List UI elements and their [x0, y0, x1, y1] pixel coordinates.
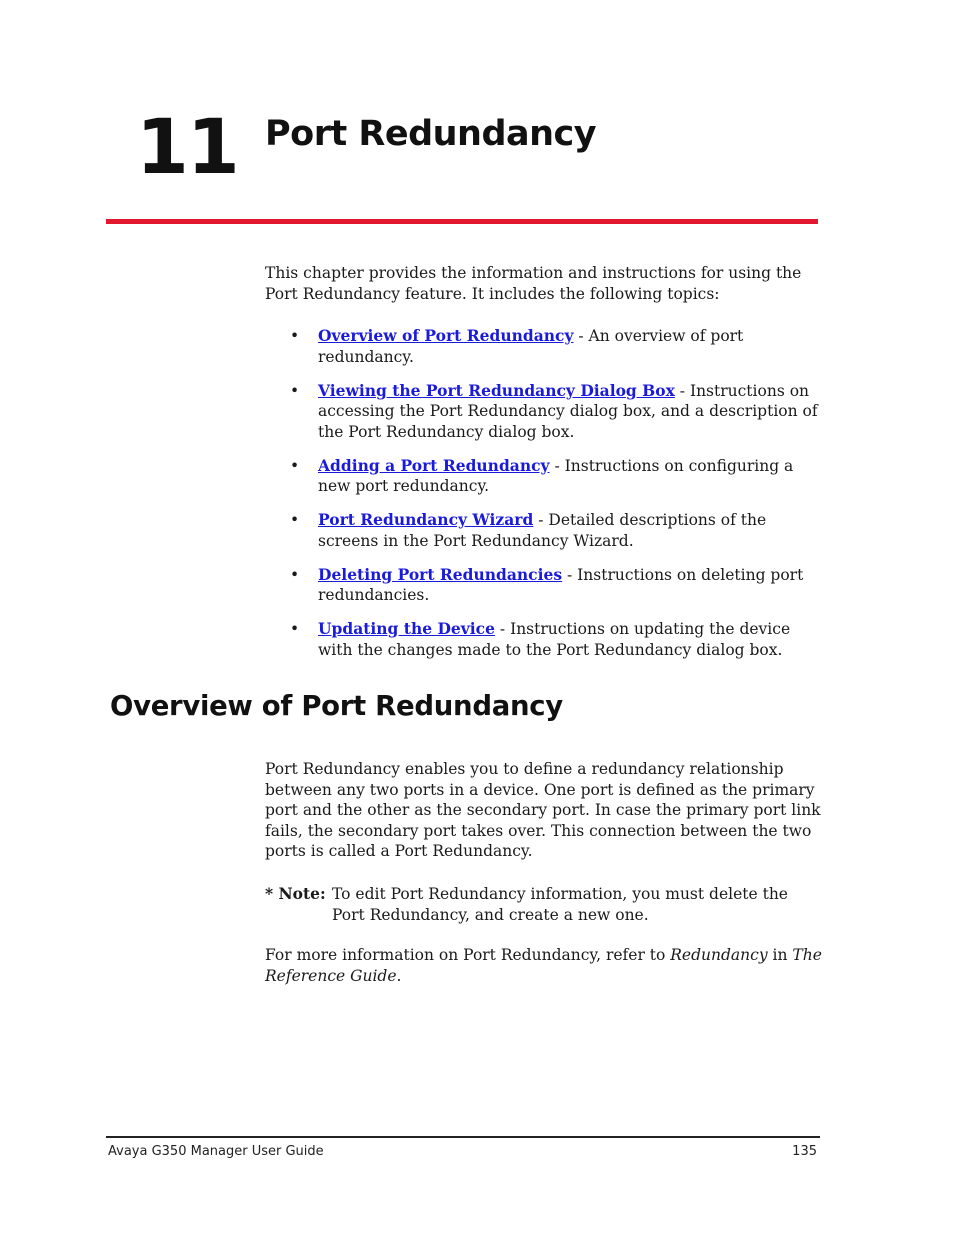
reference-paragraph [265, 945, 825, 986]
topic-description: - An overview of port redundancy. [318, 327, 744, 366]
footer-guide-title: Avaya G350 Manager User Guide [108, 1144, 324, 1159]
note-label: * Note: [265, 884, 326, 903]
topic-description: - Instructions on updating the device with the changes made to the Port Redundancy dialog box. [318, 620, 791, 659]
footer-divider [106, 1136, 820, 1138]
chapter-number: 11 [136, 102, 238, 191]
page-number: 135 [792, 1144, 817, 1159]
topic-description: - Instructions on accessing the Port Redundancy dialog box, and a description of the Port Redundancy dialog box. [318, 381, 818, 441]
bullet: • [290, 620, 300, 638]
reference-term: Redundancy [670, 946, 768, 964]
topic-description: - Detailed descriptions of the screens in the Port Redundancy Wizard. [318, 511, 767, 550]
reference-book: The Reference Guide [265, 946, 822, 985]
chapter-title: Port Redundancy [265, 114, 597, 154]
note-block [265, 884, 825, 925]
list-item [265, 456, 825, 497]
section-title: Overview of Port Redundancy [110, 690, 563, 722]
reference-prefix: For more information on Port Redundancy, refer to [265, 946, 671, 964]
reference-suffix: . [396, 966, 402, 985]
bullet: • [290, 381, 300, 400]
topic-link-viewing-dialog[interactable]: Viewing the Port Redundancy Dialog Box [318, 380, 675, 400]
topic-link-overview[interactable]: Overview of Port Redundancy [318, 326, 574, 345]
list-item [265, 510, 825, 551]
chapter-divider [106, 219, 818, 224]
list-item [265, 381, 825, 443]
topic-link-updating[interactable]: Updating the Device [318, 619, 495, 638]
intro-paragraph: This chapter provides the information and instructions for using the Port Redundancy feature. It includes the following topics: [265, 264, 802, 303]
topic-link-deleting[interactable]: Deleting Port Redundancies [318, 564, 563, 584]
topic-link-wizard[interactable]: Port Redundancy Wizard [318, 510, 534, 529]
bullet: • [290, 565, 300, 584]
bullet: • [290, 511, 300, 529]
topic-description: - Instructions on configuring a new port redundancy. [318, 456, 794, 495]
list-item [265, 326, 825, 367]
bullet: • [290, 327, 300, 345]
list-item [265, 565, 825, 606]
note-text-line2: Port Redundancy, and create a new one. [332, 905, 649, 924]
topic-list [265, 326, 825, 674]
note-text-line1: To edit Port Redundancy information, you must delete the [332, 885, 788, 903]
topic-description: - Instructions on deleting port redundancies. [318, 565, 804, 604]
reference-mid: in [767, 946, 793, 964]
overview-paragraph: Port Redundancy enables you to define a redundancy relationship between any two ports in a device. One port is defined as the primary port and the other as the secondary port. In case the primary port link fails, the secondary port takes over. This connection between the two ports is called a Port Redundancy. [265, 760, 821, 860]
bullet: • [290, 456, 300, 475]
topic-link-adding[interactable]: Adding a Port Redundancy [318, 455, 550, 475]
list-item [265, 619, 825, 660]
